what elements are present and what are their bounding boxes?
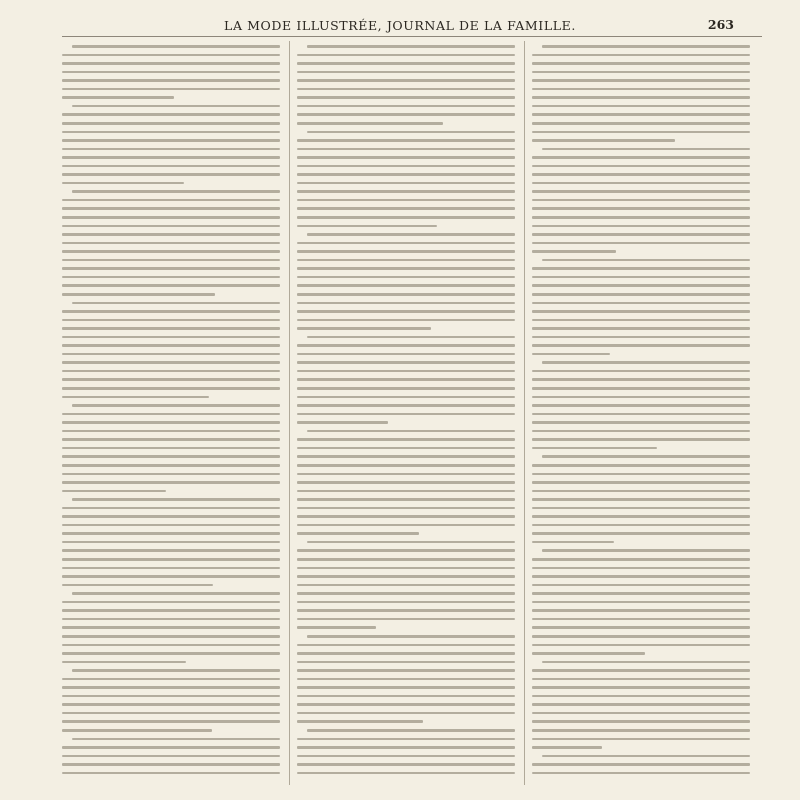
text-line	[307, 729, 515, 732]
text-line	[62, 661, 186, 664]
text-line	[532, 336, 750, 339]
text-line	[297, 746, 515, 749]
text-line	[62, 88, 280, 91]
text-line	[297, 319, 515, 322]
text-line	[532, 567, 750, 570]
text-line	[532, 387, 750, 390]
text-line	[72, 592, 280, 595]
text-line	[62, 276, 280, 279]
text-line	[297, 678, 515, 681]
text-line	[62, 772, 280, 775]
text-line	[62, 763, 280, 766]
text-line	[72, 302, 280, 305]
text-line	[62, 207, 280, 210]
text-line	[532, 481, 750, 484]
text-line	[62, 703, 280, 706]
text-line	[297, 148, 515, 151]
text-line	[532, 703, 750, 706]
text-line	[297, 242, 515, 245]
text-line	[297, 302, 515, 305]
text-line	[532, 199, 750, 202]
text-line	[297, 447, 515, 450]
text-line	[532, 302, 750, 305]
text-line	[297, 62, 515, 65]
text-line	[532, 515, 750, 518]
text-line	[62, 182, 184, 185]
text-line	[297, 592, 515, 595]
text-line	[62, 413, 280, 416]
text-line	[297, 225, 437, 228]
text-line	[297, 532, 419, 535]
text-column-middle	[297, 41, 515, 785]
text-line	[72, 190, 280, 193]
text-line	[297, 464, 515, 467]
text-line	[62, 310, 280, 313]
text-line	[62, 139, 280, 142]
text-line	[62, 635, 280, 638]
text-line	[297, 310, 515, 313]
text-line	[532, 122, 750, 125]
text-line	[297, 669, 515, 672]
text-line	[532, 772, 750, 775]
text-line	[62, 644, 280, 647]
text-line	[297, 267, 515, 270]
text-line	[297, 421, 388, 424]
text-line	[307, 635, 515, 638]
text-line	[297, 618, 515, 621]
text-line	[532, 712, 750, 715]
text-line	[297, 79, 515, 82]
text-line	[297, 378, 515, 381]
column-rule	[524, 41, 525, 785]
text-line	[62, 259, 280, 262]
text-line	[532, 173, 750, 176]
text-line	[62, 678, 280, 681]
text-line	[297, 601, 515, 604]
text-line	[532, 250, 616, 253]
text-line	[62, 131, 280, 134]
text-line	[297, 216, 515, 219]
text-line	[62, 421, 280, 424]
text-line	[532, 404, 750, 407]
text-line	[62, 378, 280, 381]
text-line	[62, 293, 215, 296]
text-line	[307, 131, 515, 134]
text-line	[542, 148, 750, 151]
text-line	[62, 199, 280, 202]
text-line	[532, 498, 750, 501]
text-column-right	[532, 41, 750, 785]
text-line	[62, 284, 280, 287]
text-line	[532, 139, 675, 142]
text-line	[297, 165, 515, 168]
text-line	[62, 686, 280, 689]
text-line	[62, 370, 280, 373]
text-line	[532, 473, 750, 476]
text-line	[297, 755, 515, 758]
text-line	[62, 173, 280, 176]
text-line	[297, 344, 515, 347]
text-line	[62, 267, 280, 270]
text-line	[532, 601, 750, 604]
text-line	[532, 54, 750, 57]
text-line	[297, 515, 515, 518]
text-line	[532, 430, 750, 433]
text-line	[532, 626, 750, 629]
text-line	[532, 207, 750, 210]
text-line	[532, 79, 750, 82]
text-line	[62, 524, 280, 527]
text-line	[297, 404, 515, 407]
text-line	[62, 601, 280, 604]
text-line	[62, 746, 280, 749]
text-line	[297, 763, 515, 766]
text-line	[297, 276, 515, 279]
text-line	[297, 284, 515, 287]
text-line	[542, 361, 750, 364]
text-line	[62, 396, 209, 399]
text-line	[542, 45, 750, 48]
text-line	[532, 541, 614, 544]
text-line	[62, 455, 280, 458]
text-line	[72, 498, 280, 501]
text-line	[532, 609, 750, 612]
text-line	[62, 430, 280, 433]
text-line	[542, 549, 750, 552]
text-line	[297, 293, 515, 296]
header-rule	[62, 36, 762, 37]
text-line	[62, 250, 280, 253]
text-line	[297, 173, 515, 176]
text-line	[62, 353, 280, 356]
text-line	[297, 88, 515, 91]
text-line	[72, 738, 280, 741]
text-line	[532, 558, 750, 561]
text-line	[62, 344, 280, 347]
text-line	[62, 652, 280, 655]
text-line	[297, 584, 515, 587]
text-line	[297, 720, 423, 723]
text-line	[532, 378, 750, 381]
text-line	[532, 763, 750, 766]
text-line	[532, 729, 750, 732]
text-line	[72, 45, 280, 48]
text-line	[297, 652, 515, 655]
text-line	[62, 720, 280, 723]
text-line	[297, 558, 515, 561]
text-line	[307, 233, 515, 236]
text-line	[532, 464, 750, 467]
text-line	[532, 319, 750, 322]
text-line	[297, 370, 515, 373]
text-line	[297, 703, 515, 706]
text-line	[532, 507, 750, 510]
text-line	[532, 396, 750, 399]
text-line	[62, 584, 213, 587]
text-line	[62, 515, 280, 518]
text-line	[62, 96, 174, 99]
text-line	[307, 45, 515, 48]
text-line	[62, 618, 280, 621]
text-line	[297, 481, 515, 484]
text-line	[297, 686, 515, 689]
text-line	[532, 310, 750, 313]
text-line	[62, 148, 280, 151]
text-line	[62, 695, 280, 698]
text-line	[532, 293, 750, 296]
text-line	[297, 712, 515, 715]
text-line	[542, 755, 750, 758]
text-line	[62, 242, 280, 245]
text-line	[532, 635, 750, 638]
text-line	[532, 96, 750, 99]
text-line	[62, 481, 280, 484]
text-line	[297, 695, 515, 698]
text-line	[297, 199, 515, 202]
text-line	[297, 396, 515, 399]
text-line	[72, 105, 280, 108]
text-line	[297, 626, 376, 629]
text-line	[62, 755, 280, 758]
text-line	[532, 438, 750, 441]
text-line	[297, 455, 515, 458]
text-line	[297, 361, 515, 364]
running-head: LA MODE ILLUSTRÉE, JOURNAL DE LA FAMILLE.	[224, 18, 576, 33]
text-line	[532, 327, 750, 330]
text-line	[297, 190, 515, 193]
text-line	[297, 473, 515, 476]
text-line	[532, 62, 750, 65]
text-line	[532, 267, 750, 270]
text-line	[532, 182, 750, 185]
text-line	[62, 79, 280, 82]
text-line	[62, 712, 280, 715]
text-line	[532, 71, 750, 74]
text-line	[532, 225, 750, 228]
text-line	[297, 507, 515, 510]
text-line	[532, 88, 750, 91]
text-line	[297, 575, 515, 578]
text-line	[62, 567, 280, 570]
column-rule	[289, 41, 290, 785]
text-line	[62, 464, 280, 467]
text-line	[62, 156, 280, 159]
text-line	[297, 609, 515, 612]
text-line	[62, 327, 280, 330]
text-line	[532, 592, 750, 595]
text-line	[532, 738, 750, 741]
text-line	[297, 71, 515, 74]
text-line	[297, 490, 515, 493]
text-line	[62, 532, 280, 535]
page-number: 263	[707, 17, 734, 32]
text-line	[62, 447, 280, 450]
text-line	[542, 455, 750, 458]
text-line	[307, 430, 515, 433]
text-line	[532, 720, 750, 723]
text-line	[532, 524, 750, 527]
text-line	[297, 139, 515, 142]
text-line	[62, 490, 166, 493]
text-line	[532, 413, 750, 416]
text-line	[297, 250, 515, 253]
text-line	[62, 626, 280, 629]
text-line	[532, 644, 750, 647]
text-line	[297, 738, 515, 741]
text-line	[62, 165, 280, 168]
text-line	[532, 165, 750, 168]
text-line	[62, 507, 280, 510]
text-line	[532, 344, 750, 347]
text-line	[62, 609, 280, 612]
text-line	[307, 541, 515, 544]
text-line	[532, 421, 750, 424]
text-line	[532, 746, 602, 749]
text-line	[62, 319, 280, 322]
text-line	[307, 336, 515, 339]
text-line	[297, 413, 515, 416]
text-line	[62, 216, 280, 219]
text-line	[72, 404, 280, 407]
text-line	[62, 233, 280, 236]
text-line	[532, 584, 750, 587]
text-column-left	[62, 41, 280, 785]
text-line	[542, 661, 750, 664]
text-line	[62, 62, 280, 65]
text-line	[297, 96, 515, 99]
text-line	[62, 336, 280, 339]
text-line	[297, 524, 515, 527]
text-line	[297, 259, 515, 262]
text-line	[62, 541, 280, 544]
text-line	[532, 575, 750, 578]
text-line	[532, 370, 750, 373]
text-line	[297, 182, 515, 185]
text-line	[532, 652, 645, 655]
text-line	[297, 498, 515, 501]
text-line	[62, 729, 212, 732]
text-line	[297, 772, 515, 775]
text-line	[62, 473, 280, 476]
text-line	[532, 131, 750, 134]
text-line	[297, 327, 431, 330]
text-line	[62, 575, 280, 578]
text-line	[532, 276, 750, 279]
text-line	[532, 105, 750, 108]
text-line	[532, 284, 750, 287]
text-line	[532, 190, 750, 193]
text-line	[532, 233, 750, 236]
text-line	[62, 122, 280, 125]
text-line	[297, 644, 515, 647]
text-line	[62, 549, 280, 552]
text-line	[532, 678, 750, 681]
text-line	[532, 618, 750, 621]
text-line	[297, 567, 515, 570]
text-line	[297, 387, 515, 390]
text-line	[297, 353, 515, 356]
text-line	[297, 122, 443, 125]
text-line	[532, 695, 750, 698]
text-line	[532, 156, 750, 159]
text-line	[72, 669, 280, 672]
text-line	[62, 558, 280, 561]
text-line	[532, 447, 657, 450]
text-line	[62, 113, 280, 116]
text-line	[62, 438, 280, 441]
text-line	[297, 438, 515, 441]
text-line	[62, 387, 280, 390]
text-line	[297, 105, 515, 108]
text-line	[532, 532, 750, 535]
text-line	[62, 361, 280, 364]
text-line	[532, 490, 750, 493]
text-line	[532, 669, 750, 672]
text-line	[297, 156, 515, 159]
text-line	[532, 353, 610, 356]
text-line	[532, 686, 750, 689]
text-line	[297, 54, 515, 57]
text-line	[297, 661, 515, 664]
text-line	[62, 54, 280, 57]
text-line	[532, 216, 750, 219]
text-line	[542, 259, 750, 262]
text-line	[297, 207, 515, 210]
text-line	[532, 113, 750, 116]
text-line	[62, 225, 280, 228]
text-line	[532, 242, 750, 245]
text-line	[62, 71, 280, 74]
text-line	[297, 113, 515, 116]
text-line	[297, 549, 515, 552]
